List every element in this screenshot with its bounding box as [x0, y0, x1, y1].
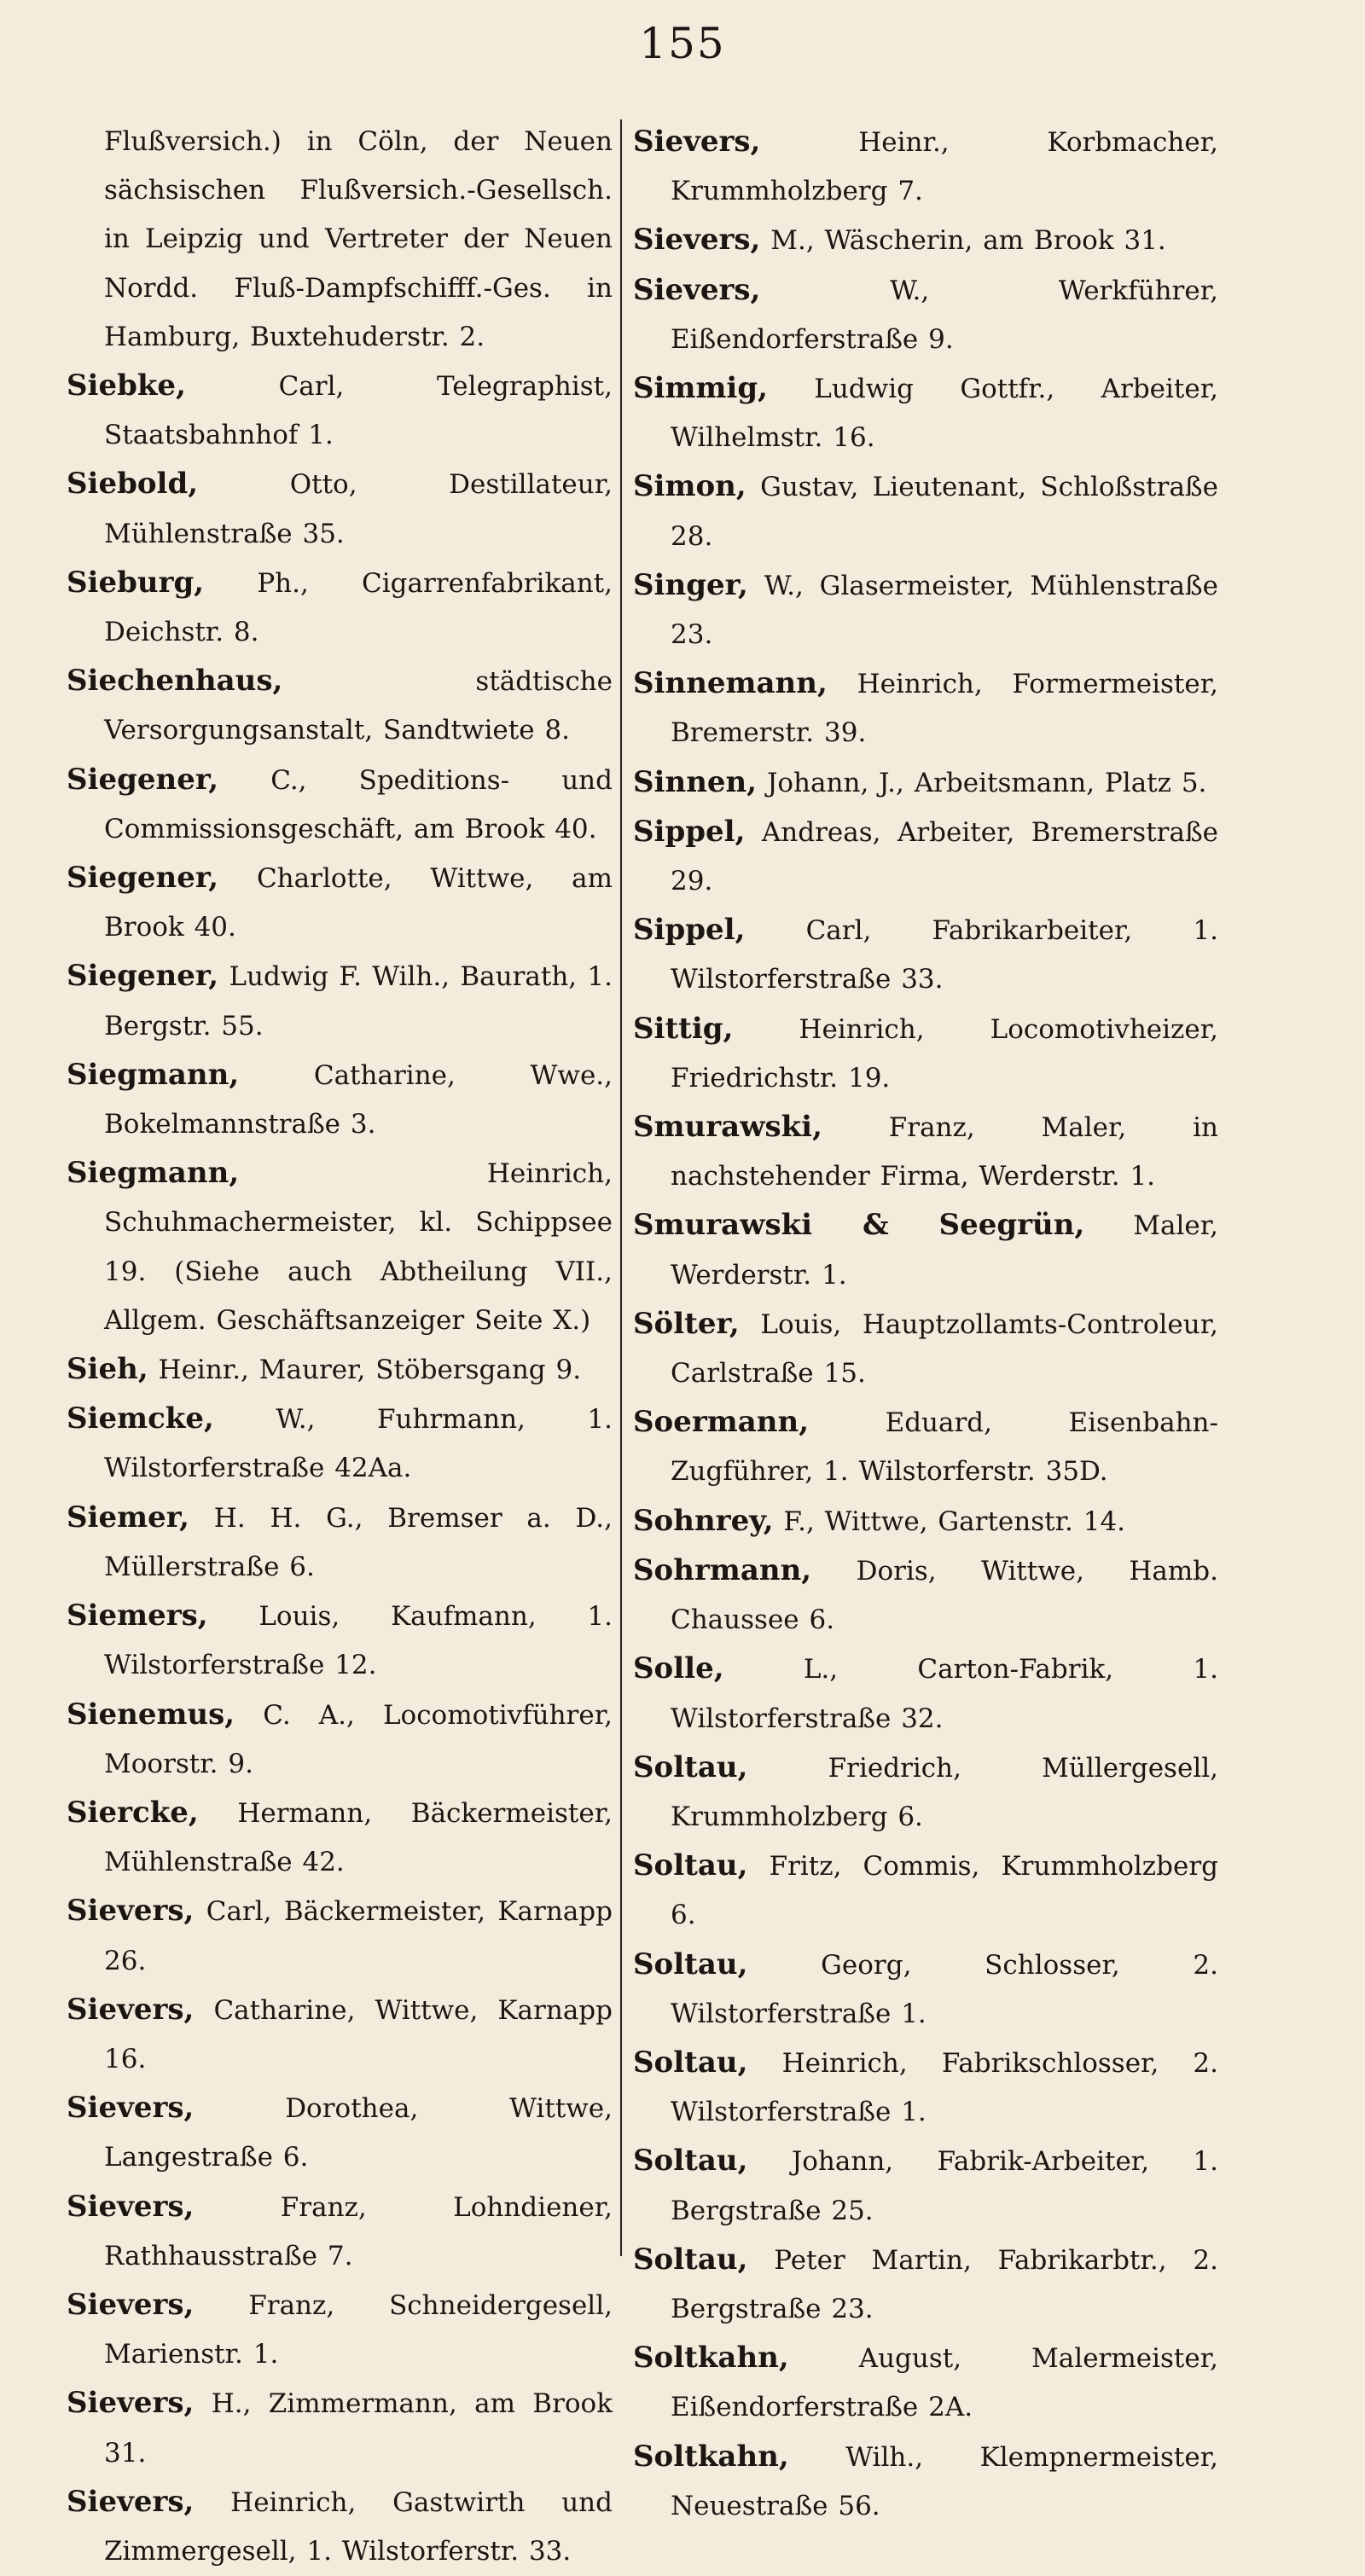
directory-entry [633, 906, 1218, 1004]
directory-entry [67, 2478, 613, 2576]
left-column [67, 118, 613, 2576]
entry-surname: Sinnen, [633, 764, 758, 799]
entry-surname: Sievers, [67, 2287, 195, 2322]
column-divider [620, 119, 622, 2256]
directory-entry [633, 1398, 1218, 1496]
entry-surname: Soltau, [633, 1947, 748, 1981]
entry-surname: Sinnemann, [633, 666, 828, 701]
entry-surname: Simmig, [633, 371, 768, 406]
entry-details: Friedrich, Müllergesell, Krummholzberg 6. [671, 1752, 1218, 1832]
directory-entry [67, 952, 613, 1050]
entry-details: Andreas, Arbeiter, Bremerstraße 29. [671, 816, 1219, 897]
entry-details: Heinr., Maurer, Stöbersgang 9. [158, 1355, 582, 1386]
directory-entry [633, 1497, 1218, 1546]
entry-surname: Siebke, [67, 368, 186, 403]
entry-details: Johann, Fabrik-Arbeiter, 1. Bergstraße 25. [671, 2146, 1218, 2226]
directory-entry [67, 756, 613, 854]
entry-surname: Soermann, [633, 1405, 810, 1440]
directory-entry [633, 1743, 1218, 1842]
entry-surname: Soltau, [633, 2144, 748, 2179]
entry-details: Louis, Kaufmann, 1. Wilstorferstraße 12. [104, 1601, 613, 1681]
entry-details: Carl, Telegraphist, Staatsbahnhof 1. [104, 371, 613, 451]
entry-details: Flußversich.) in Cöln, der Neuen sächsischen Flußversich.-Gesellsch. in Leipzig und Vertreter der Neuen Nordd. Fluß-Dampfschifff.-Ges. in Hamburg, Buxtehuderstr. 2. [104, 126, 613, 352]
page-number: 155 [639, 19, 726, 68]
entry-details: August, Malermeister, Eißendorferstraße 2A. [671, 2343, 1218, 2423]
entry-details: Hermann, Bäckermeister, Mühlenstraße 42. [104, 1797, 613, 1878]
entry-surname: Sievers, [633, 125, 761, 159]
entry-surname: Solle, [633, 1651, 724, 1686]
entry-surname: Smurawski, [633, 1110, 822, 1145]
directory-entry [633, 1842, 1218, 1940]
entry-surname: Sippel, [633, 814, 746, 849]
entry-details: L., Carton-Fabrik, 1. Wilstorferstraße 32. [671, 1654, 1218, 1734]
directory-entry [633, 1005, 1218, 1103]
entry-details: Franz, Schneidergesell, Marienstr. 1. [104, 2289, 613, 2370]
entry-surname: Sohnrey, [633, 1503, 774, 1538]
entry-surname: Siegener, [67, 861, 219, 896]
entry-details: Heinrich, Fabrikschlosser, 2. Wilstorferstraße 1. [671, 2047, 1219, 2128]
directory-entry [633, 364, 1218, 462]
entry-surname: Soltau, [633, 2242, 748, 2277]
entry-details: Carl, Bäckermeister, Karnapp 26. [104, 1896, 613, 1976]
entry-surname: Sievers, [67, 2189, 195, 2224]
entry-details: städtische Versorgungsanstalt, Sandtwiete 8. [104, 666, 613, 746]
entry-surname: Siegmann, [67, 1057, 240, 1092]
entry-details: C., Speditions- und Commissionsgeschäft, am Brook 40. [104, 764, 613, 844]
directory-entry [633, 216, 1218, 265]
directory-entry [633, 462, 1218, 560]
directory-entry [67, 1395, 613, 1493]
entry-surname: Sienemus, [67, 1697, 235, 1732]
directory-entry [633, 1645, 1218, 1743]
entry-details: Fritz, Commis, Krummholzberg 6. [671, 1851, 1218, 1931]
entry-surname: Sievers, [633, 223, 761, 258]
entry-surname: Sievers, [633, 272, 761, 307]
entry-surname: Siegener, [67, 959, 219, 994]
directory-entry [633, 1201, 1218, 1299]
entry-details: Heinrich, Schuhmachermeister, kl. Schippsee 19. (Siehe auch Abtheilung VII., Allgem. Geschäftsanzeiger Seite X.) [104, 1158, 613, 1336]
directory-entry [67, 559, 613, 657]
directory-entry [67, 1051, 613, 1149]
entry-details: Franz, Maler, in nachstehender Firma, Werderstr. 1. [671, 1112, 1218, 1192]
entry-details: W., Fuhrmann, 1. Wilstorferstraße 42Aa. [104, 1404, 613, 1484]
right-column [633, 118, 1218, 2531]
entry-details: Catharine, Wittwe, Karnapp 16. [104, 1994, 613, 2074]
directory-entry [67, 2183, 613, 2281]
entry-surname: Sievers, [67, 2091, 195, 2126]
entry-surname: Smurawski & Seegrün, [633, 1208, 1085, 1243]
entry-details: M., Wäscherin, am Brook 31. [770, 225, 1166, 257]
entry-surname: Sohrmann, [633, 1552, 812, 1587]
entry-details: Gustav, Lieutenant, Schloßstraße 28. [671, 472, 1218, 552]
entry-surname: Sittig, [633, 1011, 734, 1046]
entry-surname: Soltau, [633, 1749, 748, 1784]
directory-entry [633, 659, 1218, 757]
entry-surname: Sievers, [67, 2484, 195, 2519]
entry-details: W., Werkführer, Eißendorferstraße 9. [671, 275, 1218, 355]
entry-details: Heinrich, Locomotivheizer, Friedrichstr. 19. [671, 1013, 1218, 1094]
entry-details: C. A., Locomotivführer, Moorstr. 9. [104, 1699, 613, 1779]
directory-entry [633, 2433, 1218, 2531]
directory-entry [67, 2379, 613, 2477]
entry-details: Wilh., Klempnermeister, Neuestraße 56. [671, 2441, 1218, 2521]
entry-surname: Simon, [633, 469, 746, 504]
entry-surname: Siemers, [67, 1598, 208, 1633]
entry-details: Doris, Wittwe, Hamb. Chaussee 6. [671, 1555, 1219, 1636]
entry-details: Louis, Hauptzollamts-Controleur, Carlstraße 15. [671, 1308, 1219, 1390]
directory-entry [633, 561, 1218, 659]
entry-details: Maler, Werderstr. 1. [671, 1210, 1218, 1291]
directory-entry [67, 1149, 613, 1345]
entry-surname: Siegmann, [67, 1156, 240, 1191]
directory-entry [67, 2281, 613, 2379]
entry-details: Charlotte, Wittwe, am Brook 40. [104, 863, 613, 943]
directory-entry [633, 1941, 1218, 2039]
entry-details: Otto, Destillateur, Mühlenstraße 35. [104, 469, 613, 549]
entry-details: Heinrich, Gastwirth und Zimmergesell, 1. Wilstorferstr. 33. [104, 2486, 613, 2567]
entry-details: Heinrich, Formermeister, Bremerstr. 39. [671, 669, 1218, 749]
entry-details: H. H. G., Bremser a. D., Müllerstraße 6. [104, 1502, 613, 1582]
directory-entry [67, 362, 613, 460]
entry-surname: Sievers, [67, 1992, 195, 2027]
directory-entry [67, 460, 613, 558]
entry-details: H., Zimmermann, am Brook 31. [104, 2388, 613, 2469]
entry-details: F., Wittwe, Gartenstr. 14. [783, 1506, 1126, 1537]
directory-entry [633, 118, 1218, 216]
entry-surname: Sieh, [67, 1352, 148, 1387]
entry-surname: Siebold, [67, 467, 199, 502]
entry-surname: Sölter, [633, 1306, 740, 1341]
entry-details: Heinr., Korbmacher, Krummholzberg 7. [671, 127, 1218, 207]
directory-entry [633, 1300, 1218, 1398]
entry-details: Franz, Lohndiener, Rathhausstraße 7. [104, 2191, 613, 2271]
directory-entry [633, 1546, 1218, 1645]
directory-entry [633, 808, 1218, 906]
entry-surname: Singer, [633, 567, 748, 602]
directory-entry [633, 2334, 1218, 2432]
entry-details: W., Glasermeister, Mühlenstraße 23. [671, 570, 1218, 651]
entry-surname: Soltkahn, [633, 2439, 789, 2474]
entry-surname: Soltau, [633, 2045, 748, 2080]
entry-details: Ludwig Gottfr., Arbeiter, Wilhelmstr. 16. [671, 374, 1218, 454]
entry-details: Ph., Cigarrenfabrikant, Deichstr. 8. [104, 567, 613, 648]
entry-surname: Soltau, [633, 1848, 748, 1883]
entry-details: Peter Martin, Fabrikarbtr., 2. Bergstraße 23. [671, 2244, 1219, 2324]
directory-entry [633, 2236, 1218, 2334]
directory-entry [67, 1345, 613, 1395]
directory-entry [67, 1789, 613, 1887]
entry-surname: Sippel, [633, 913, 746, 948]
entry-details: Georg, Schlosser, 2. Wilstorferstraße 1. [671, 1949, 1218, 2029]
directory-entry [67, 2084, 613, 2182]
entry-surname: Siercke, [67, 1795, 199, 1830]
entry-details: Eduard, Eisenbahn-Zugführer, 1. Wilstorferstr. 35D. [671, 1407, 1218, 1488]
entry-surname: Siemer, [67, 1500, 189, 1535]
directory-entry [633, 2137, 1218, 2235]
directory-entry [633, 758, 1218, 808]
entry-surname: Sievers, [67, 1894, 195, 1929]
entry-details: Carl, Fabrikarbeiter, 1. Wilstorferstraße 33. [671, 915, 1218, 995]
entry-details: Catharine, Wwe., Bokelmannstraße 3. [104, 1059, 613, 1140]
directory-entry [67, 1887, 613, 1985]
directory-entry [633, 1103, 1218, 1201]
directory-entry [67, 1494, 613, 1592]
entry-surname: Soltkahn, [633, 2341, 789, 2376]
directory-entry [633, 266, 1218, 364]
entry-details: Johann, J., Arbeitsmann, Platz 5. [766, 767, 1207, 798]
entry-surname: Sievers, [67, 2386, 195, 2421]
entry-surname: Siegener, [67, 762, 219, 797]
directory-entry [67, 118, 613, 362]
directory-entry [633, 2039, 1218, 2137]
entry-details: Dorothea, Wittwe, Langestraße 6. [104, 2093, 613, 2173]
directory-entry [67, 1691, 613, 1789]
directory-entry [67, 1986, 613, 2084]
entry-surname: Siemcke, [67, 1401, 214, 1436]
directory-entry [67, 657, 613, 755]
directory-entry [67, 854, 613, 952]
entry-details: Ludwig F. Wilh., Baurath, 1. Bergstr. 55. [104, 961, 613, 1041]
directory-entry [67, 1592, 613, 1690]
entry-surname: Sieburg, [67, 565, 205, 600]
entry-surname: Siechenhaus, [67, 664, 283, 699]
